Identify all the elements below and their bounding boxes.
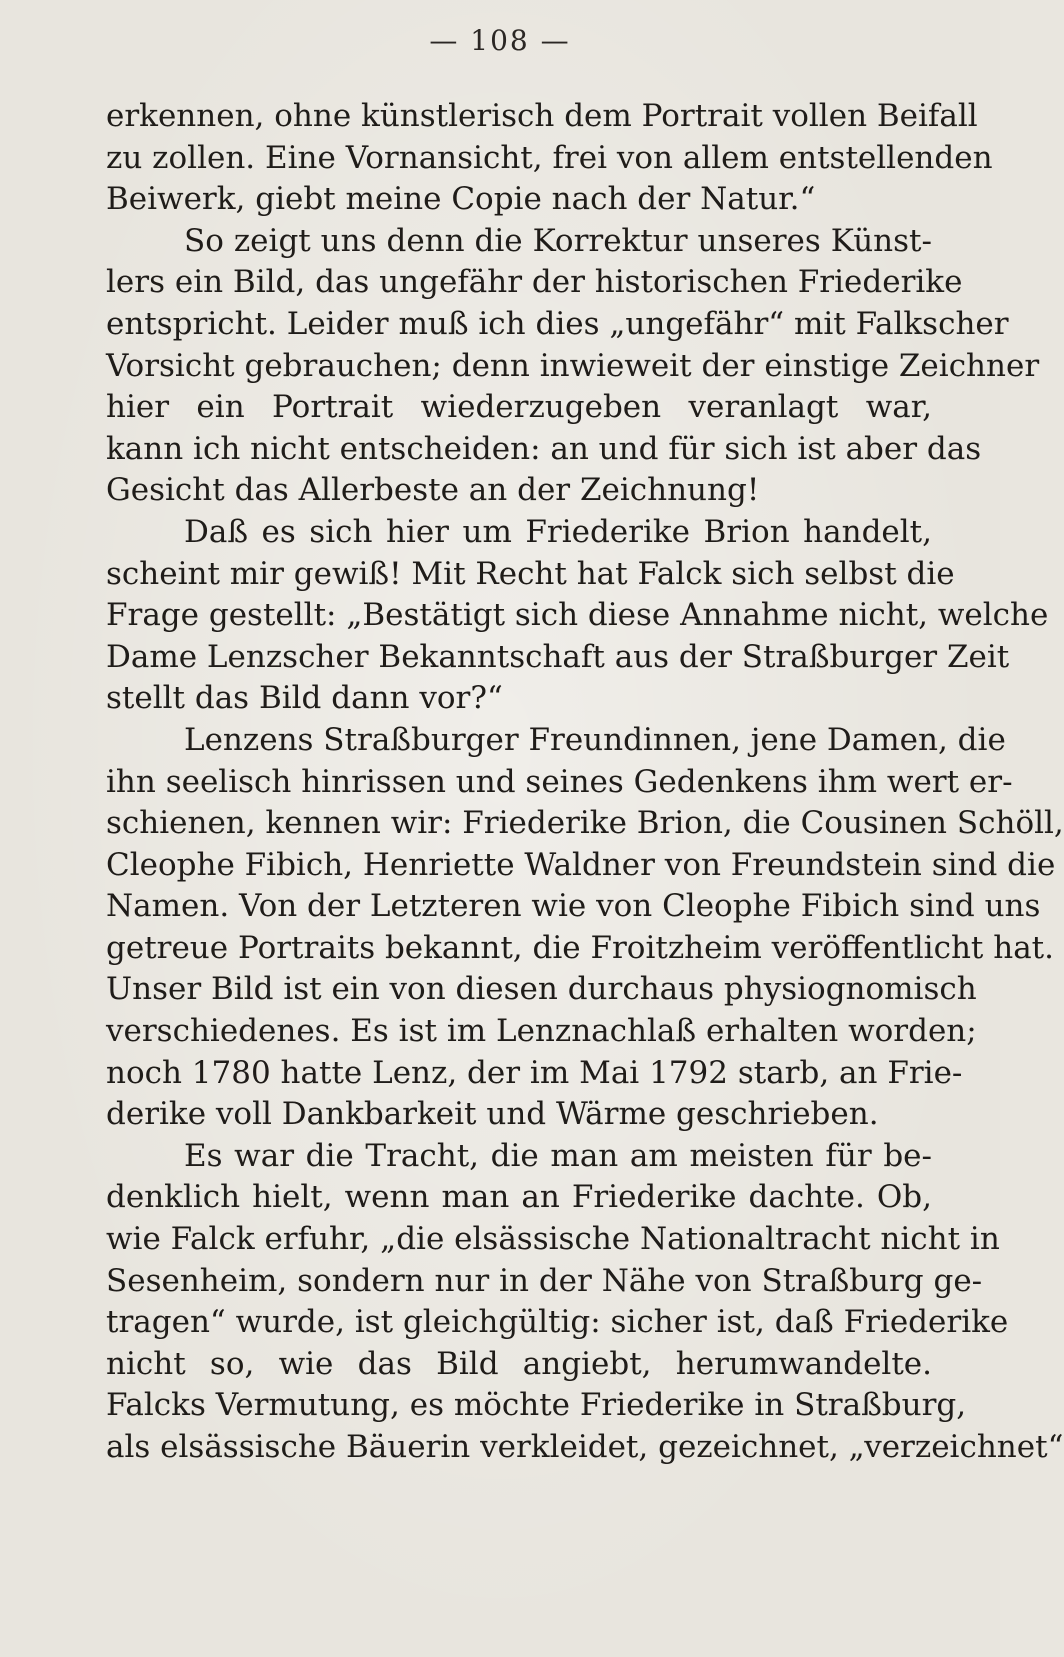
text-line: erkennen, ohne künstlerisch dem Portrait vollen Beifall xyxy=(106,98,978,134)
text-line: Daß es sich hier um Friederike Brion handelt, xyxy=(184,513,932,550)
text-line: Dame Lenzscher Bekanntschaft aus der Straßburger Zeit xyxy=(106,638,1010,675)
text-line: Beiwerk, giebt meine Copie nach der Natur.“ xyxy=(106,181,816,218)
text-line: zu zollen. Eine Vornansicht, frei von allem entstellenden xyxy=(106,139,993,176)
text-line: denklich hielt, wenn man an Friederike dachte. Ob, xyxy=(106,1179,932,1216)
text-line: So zeigt uns denn die Korrektur unseres Künst- xyxy=(184,222,932,259)
text-line: wie Falck erfuhr, „die elsässische Nationaltracht nicht in xyxy=(106,1221,1000,1258)
text-line: Frage gestellt: „Bestätigt sich diese Annahme nicht, welche xyxy=(106,597,1049,634)
text-line: getreue Portraits bekannt, die Froitzheim veröffentlicht hat. xyxy=(106,929,1054,966)
page-number: — 108 — xyxy=(429,24,571,57)
text-line: entspricht. Leider muß ich dies „ungefähr“ mit Falkscher xyxy=(106,305,1009,342)
text-line: Gesicht das Allerbeste an der Zeichnung! xyxy=(106,472,760,509)
text-line: schienen, kennen wir: Friederike Brion, die Cousinen Schöll, xyxy=(106,805,1064,842)
text-line: ihn seelisch hinrissen und seines Gedenkens ihm wert er- xyxy=(106,763,1013,800)
text-line: lers ein Bild, das ungefähr der historischen Friederike xyxy=(106,264,963,301)
text-line: Lenzens Straßburger Freundinnen, jene Damen, die xyxy=(184,721,1006,758)
text-line: nicht so, wie das Bild angiebt, herumwandelte. xyxy=(106,1345,932,1382)
text-line: Unser Bild ist ein von diesen durchaus physiognomisch xyxy=(106,971,977,1008)
text-line: noch 1780 hatte Lenz, der im Mai 1792 starb, an Frie- xyxy=(106,1054,963,1091)
text-line: verschiedenes. Es ist im Lenznachlaß erhalten worden; xyxy=(106,1013,977,1050)
text-line: Vorsicht gebrauchen; denn inwieweit der einstige Zeichner xyxy=(106,347,1040,384)
text-line: Sesenheim, sondern nur in der Nähe von Straßburg ge- xyxy=(106,1262,983,1299)
body-text xyxy=(106,96,1064,1469)
text-line: Namen. Von der Letzteren wie von Cleophe Fibich sind uns xyxy=(106,888,1041,925)
text-line: kann ich nicht entscheiden: an und für sich ist aber das xyxy=(106,430,982,467)
text-line: stellt das Bild dann vor?“ xyxy=(106,680,503,717)
text-line: Cleophe Fibich, Henriette Waldner von Freundstein sind die xyxy=(106,846,1056,883)
text-line: Es war die Tracht, die man am meisten für be- xyxy=(184,1137,932,1174)
text-line: Falcks Vermutung, es möchte Friederike in Straßburg, xyxy=(106,1387,967,1424)
text-line: scheint mir gewiß! Mit Recht hat Falck sich selbst die xyxy=(106,555,955,592)
text-line: derike voll Dankbarkeit und Wärme geschrieben. xyxy=(106,1096,879,1133)
text-line: als elsässische Bäuerin verkleidet, gezeichnet, „verzeichnet“ xyxy=(106,1429,1064,1465)
text-line: tragen“ wurde, ist gleichgültig: sicher ist, daß Friederike xyxy=(106,1304,1009,1341)
text-line: hier ein Portrait wiederzugeben veranlagt war, xyxy=(106,389,932,426)
